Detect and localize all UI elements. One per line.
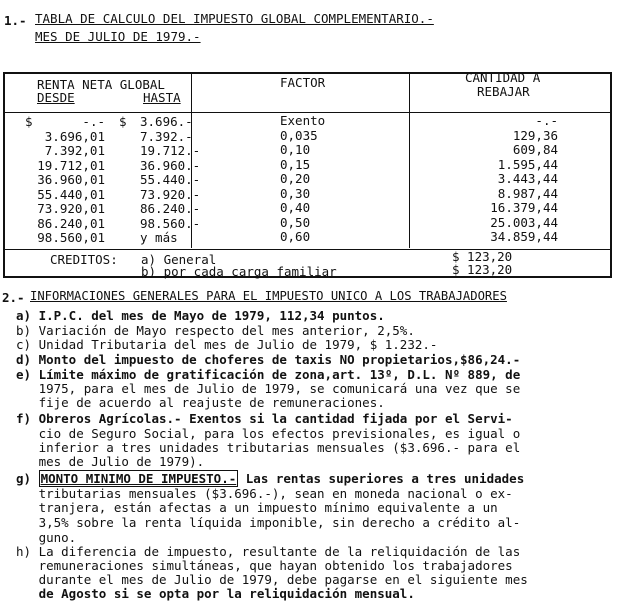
item-h-line2: remuneraciones simultáneas, que hayan obtenido los trabajadores	[16, 558, 513, 573]
item-g-line1	[16, 472, 524, 485]
desde-cell: 7.392,01	[44, 143, 105, 158]
factor-cell: Exento	[280, 113, 326, 128]
hasta-cell: 98.560.-	[140, 215, 201, 231]
hasta-prefix: $	[119, 114, 127, 129]
factor-cell: 0,50	[280, 214, 311, 230]
hasta-cell: 3.696.-	[140, 114, 193, 129]
credito-b-amount: $ 123,20	[452, 262, 513, 277]
item-h-line4: de Agosto si se opta por la reliquidación mensual.	[16, 586, 415, 601]
item-d: d) Monto del impuesto de choferes de taxis NO propietarios,$86,24.-	[16, 352, 521, 367]
creditos-label: CREDITOS:	[50, 252, 118, 267]
cantidad-cell: 34.859,44	[490, 229, 558, 244]
credito-b-label: b) por cada carga familiar	[141, 264, 337, 279]
item-h-line3: durante el mes de Julio de 1979, debe pagarse en el siguiente mes	[16, 572, 528, 587]
item-f-line2: cio de Seguro Social, para los efectos previsionales, es igual o	[16, 426, 521, 441]
desde-cell: 36.960,01	[37, 172, 105, 187]
hasta-cell: 73.920.-	[140, 186, 201, 202]
item-f-line3: inferior a tres unidades tributarias mensuales ($3.696.- para el	[16, 440, 521, 455]
cantidad-cell: -.-	[535, 113, 558, 128]
item-f-line1: f) Obreros Agrícolas.- Exentos si la cantidad fijada por el Servi-	[16, 411, 513, 426]
item-b: b) Variación de Mayo respecto del mes anterior, 2,5%.	[16, 323, 415, 338]
item-f-line4: mes de Julio de 1979).	[16, 454, 205, 469]
header-factor: FACTOR	[280, 75, 326, 90]
factor-cell: 0,30	[280, 185, 311, 201]
hasta-cell: y más	[140, 230, 178, 245]
factor-cell: 0,60	[280, 229, 311, 244]
tax-table	[3, 72, 612, 278]
header-desde: DESDE	[37, 90, 75, 105]
header-hasta: HASTA	[143, 90, 181, 105]
desde-cell: 98.560,01	[37, 230, 105, 245]
factor-cell: 0,035	[280, 127, 318, 143]
credito-a-amount: $ 123,20	[452, 249, 513, 264]
cantidad-cell: 3.443,44	[497, 171, 558, 186]
item-e-line1: e) Límite máximo de gratificación de zona,art. 13º, D.L. Nº 889, de	[16, 367, 521, 382]
factor-cell: 0,10	[280, 142, 311, 157]
header-renta: RENTA NETA GLOBAL	[37, 77, 165, 92]
header-cantidad-1: CANTIDAD A	[465, 70, 541, 85]
desde-cell: 73.920,01	[37, 201, 105, 216]
item-e-line3: fije de acuerdo al reajuste de remuneraciones.	[16, 395, 385, 410]
section2-number: 2.-	[2, 290, 25, 305]
cantidad-cell: 1.595,44	[497, 156, 558, 172]
section1-title-line2: MES DE JULIO DE 1979.-	[35, 29, 201, 44]
item-g-line2: tributarias mensuales ($3.696.-), sean en moneda nacional o ex-	[16, 486, 513, 501]
factor-cell: 0,40	[280, 200, 311, 215]
hasta-cell: 19.712.-	[140, 143, 201, 158]
item-g-line1-rest: Las rentas superiores a tres unidades	[238, 471, 525, 486]
item-g-title: MONTO MINIMO DE IMPUESTO.-	[40, 471, 237, 486]
hasta-cell: 36.960.-	[140, 157, 201, 173]
item-g-line5: guno.	[16, 530, 77, 545]
factor-cell: 0,20	[280, 171, 311, 186]
desde-cell: 86.240,01	[37, 215, 105, 231]
desde-prefix: $	[25, 114, 33, 129]
cantidad-cell: 16.379,44	[490, 200, 558, 215]
cantidad-cell: 129,36	[512, 127, 558, 143]
desde-cell: 19.712,01	[37, 157, 105, 173]
desde-cell: -.-	[82, 114, 105, 129]
hasta-cell: 7.392.-	[140, 128, 193, 144]
item-g-line4: 3,5% sobre la renta líquida imponible, sin derecho a crédito al-	[16, 515, 521, 530]
item-a: a) I.P.C. del mes de Mayo de 1979, 112,34 puntos.	[16, 308, 385, 323]
item-c: c) Unidad Tributaria del mes de Julio de 1979, $ 1.232.-	[16, 337, 438, 352]
item-g-prefix: g)	[16, 471, 39, 486]
section2-title: INFORMACIONES GENERALES PARA EL IMPUESTO UNICO A LOS TRABAJADORES	[30, 289, 507, 303]
cantidad-cell: 8.987,44	[497, 185, 558, 201]
item-e-line2: 1975, para el mes de Julio de 1979, se comunicará una vez que se	[16, 381, 521, 396]
cantidad-cell: 609,84	[512, 142, 558, 157]
desde-cell: 3.696,01	[44, 128, 105, 144]
item-h-line1: h) La diferencia de impuesto, resultante de la reliquidación de las	[16, 544, 521, 559]
section1-number: 1.-	[4, 13, 27, 28]
section1-title-line1: TABLA DE CALCULO DEL IMPUESTO GLOBAL COMPLEMENTARIO.-	[35, 11, 434, 26]
hasta-cell: 86.240.-	[140, 201, 201, 216]
item-g-line3: tranjera, están afectas a un impuesto mínimo equivalente a un	[16, 500, 498, 515]
cantidad-cell: 25.003,44	[490, 214, 558, 230]
desde-cell: 55.440,01	[37, 186, 105, 202]
credito-a-label: a) General	[141, 252, 217, 267]
header-cantidad-2: REBAJAR	[477, 84, 530, 99]
factor-cell: 0,15	[280, 156, 311, 172]
hasta-cell: 55.440.-	[140, 172, 201, 187]
